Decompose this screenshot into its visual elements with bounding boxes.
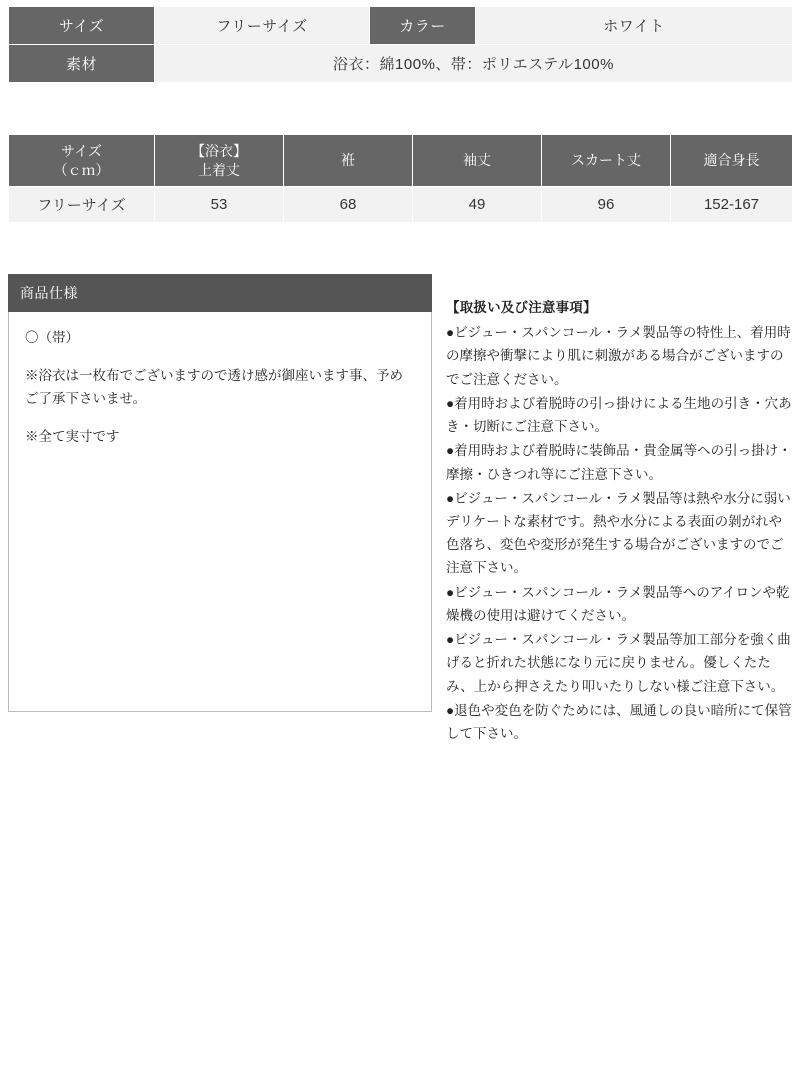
care-notes-panel (446, 296, 794, 746)
spec-value-material: 浴衣：綿100%、帯：ポリエステル100% (155, 45, 793, 83)
list-item: ●着用時および着脱時に装飾品・貴金属等への引っ掛け・摩擦・ひきつれ等にご注意下さい。 (446, 443, 792, 482)
measure-cell-skirt: 96 (542, 187, 671, 223)
list-item: ●ビジュー・スパンコール・ラメ製品等の特性上、着用時の摩擦や衝撃により肌に刺激がある場合がございますのでご注意ください。 (446, 325, 791, 387)
list-item: ●着用時および着脱時の引っ掛けによる生地の引き・穴あき・切断にご注意下さい。 (446, 395, 792, 435)
measure-header-sleeve: 袖丈 (413, 135, 542, 187)
product-spec-panel (8, 274, 432, 712)
measure-cell-sleeve: 49 (413, 187, 542, 223)
table-row (9, 7, 793, 45)
spec-table (8, 6, 793, 83)
spec-value-size: フリーサイズ (155, 7, 370, 45)
measurement-table (8, 134, 793, 223)
spec-value-color: ホワイト (476, 7, 793, 45)
care-notes-title: 【取扱い及び注意事項】 (446, 300, 597, 315)
measure-header-length-line2: 上着丈 (198, 161, 240, 178)
spec-label-material: 素材 (9, 45, 155, 83)
measure-header-size-line2: （ｃｍ） (53, 161, 110, 178)
list-item: ●退色や変色を防ぐためには、風通しの良い暗所にて保管して下さい。 (446, 702, 792, 741)
measure-header-length (155, 135, 284, 187)
list-item: ●ビジュー・スパンコール・ラメ製品等加工部分を強く曲げると折れた状態になり元に戻りません。優しくたたみ、上から押さえたり叩いたりしない様ご注意下さい。 (446, 632, 791, 694)
product-spec-line-1: 〇（帯） (25, 330, 79, 345)
measure-header-size (9, 135, 155, 187)
measure-cell-okumi: 68 (284, 187, 413, 223)
measure-header-height: 適合身長 (671, 135, 793, 187)
measure-header-okumi: 袵 (284, 135, 413, 187)
measure-header-size-line1: サイズ (61, 142, 102, 159)
product-spec-line-3: ※全て実寸です (25, 428, 120, 444)
measure-cell-size: フリーサイズ (9, 187, 155, 223)
spec-label-size: サイズ (9, 7, 155, 45)
product-spec-title: 商品仕様 (8, 274, 432, 312)
care-notes-list (446, 321, 794, 745)
table-header-row (9, 135, 793, 187)
spec-label-color: カラー (370, 7, 476, 45)
table-row (9, 45, 793, 83)
product-spec-line-2: ※浴衣は一枚布でございますので透け感が御座います事、予めご了承下さいませ。 (25, 367, 403, 407)
table-row (9, 187, 793, 223)
list-item: ●ビジュー・スパンコール・ラメ製品等へのアイロンや乾燥機の使用は避けてください。 (446, 584, 790, 623)
measure-header-length-line1: 【浴衣】 (191, 142, 247, 159)
measure-header-skirt: スカート丈 (542, 135, 671, 187)
product-spec-body (8, 312, 432, 712)
measure-cell-height: 152-167 (671, 187, 793, 223)
measure-cell-length: 53 (155, 187, 284, 223)
list-item: ●ビジュー・スパンコール・ラメ製品等は熱や水分に弱いデリケートな素材です。熱や水分による表面の剝がれや色落ち、変色や変形が発生する場合がございますのでご注意下さい。 (446, 490, 791, 576)
